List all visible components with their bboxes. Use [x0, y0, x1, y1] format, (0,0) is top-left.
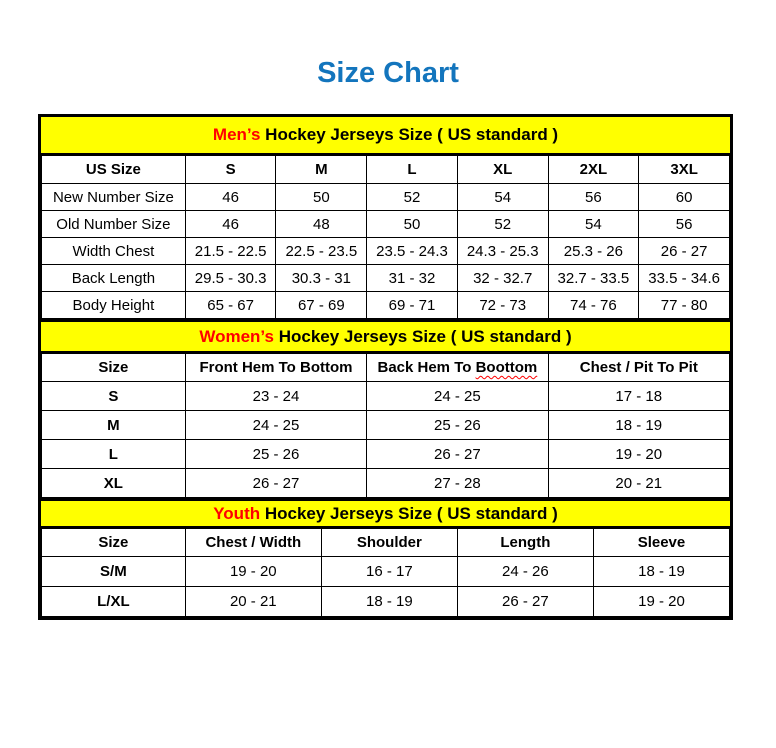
table-row — [42, 411, 730, 440]
table-row — [42, 440, 730, 469]
size-value-cell: 52 — [457, 211, 548, 238]
size-value-cell: 19 - 20 — [185, 557, 321, 587]
size-value-cell: 60 — [639, 184, 730, 211]
table-row — [42, 265, 730, 292]
size-value-cell: 26 - 27 — [639, 238, 730, 265]
column-header-text: Back Hem To — [377, 359, 476, 376]
column-header: L — [367, 156, 458, 184]
size-value-cell: 23 - 24 — [185, 382, 366, 411]
size-value-cell: 67 - 69 — [276, 292, 367, 319]
size-value-cell: 50 — [276, 184, 367, 211]
size-value-cell: 25.3 - 26 — [548, 238, 639, 265]
column-header: US Size — [42, 156, 186, 184]
size-value-cell: 52 — [367, 184, 458, 211]
row-label: Back Length — [42, 265, 186, 292]
size-value-cell: 56 — [639, 211, 730, 238]
column-header: Chest / Pit To Pit — [548, 354, 729, 382]
size-value-cell: 19 - 20 — [593, 587, 729, 617]
column-header: 2XL — [548, 156, 639, 184]
row-label: M — [42, 411, 186, 440]
header-row — [42, 156, 730, 184]
size-value-cell: 26 - 27 — [457, 587, 593, 617]
size-value-cell: 46 — [185, 184, 276, 211]
row-label: New Number Size — [42, 184, 186, 211]
row-label: S — [42, 382, 186, 411]
size-value-cell: 19 - 20 — [548, 440, 729, 469]
size-value-cell: 54 — [457, 184, 548, 211]
column-header — [367, 354, 548, 382]
size-value-cell: 17 - 18 — [548, 382, 729, 411]
page-title: Size Chart — [317, 57, 459, 89]
size-value-cell: 29.5 - 30.3 — [185, 265, 276, 292]
column-header: Chest / Width — [185, 529, 321, 557]
row-label: S/M — [42, 557, 186, 587]
size-value-cell: 65 - 67 — [185, 292, 276, 319]
row-label: Old Number Size — [42, 211, 186, 238]
table-row — [42, 292, 730, 319]
womens-title-text: Hockey Jerseys Size ( US standard ) — [273, 326, 572, 346]
mens-title-text: Hockey Jerseys Size ( US standard ) — [260, 125, 559, 144]
size-value-cell: 27 - 28 — [367, 469, 548, 498]
size-value-cell: 25 - 26 — [185, 440, 366, 469]
size-value-cell: 24 - 25 — [367, 382, 548, 411]
size-value-cell: 30.3 - 31 — [276, 265, 367, 292]
column-header: XL — [457, 156, 548, 184]
column-header: Sleeve — [593, 529, 729, 557]
size-value-cell: 46 — [185, 211, 276, 238]
misspelled-word: Boottom — [475, 359, 538, 376]
size-value-cell: 24 - 26 — [457, 557, 593, 587]
size-value-cell: 21.5 - 22.5 — [185, 238, 276, 265]
size-value-cell: 18 - 19 — [548, 411, 729, 440]
size-value-cell: 77 - 80 — [639, 292, 730, 319]
row-label: XL — [42, 469, 186, 498]
size-value-cell: 33.5 - 34.6 — [639, 265, 730, 292]
mens-table-title — [41, 117, 730, 155]
column-header: Front Hem To Bottom — [185, 354, 366, 382]
size-value-cell: 25 - 26 — [367, 411, 548, 440]
column-header: S — [185, 156, 276, 184]
size-value-cell: 24.3 - 25.3 — [457, 238, 548, 265]
womens-size-section — [41, 319, 730, 498]
table-row — [42, 382, 730, 411]
size-value-cell: 26 - 27 — [367, 440, 548, 469]
mens-size-section — [41, 117, 730, 319]
size-value-cell: 18 - 19 — [321, 587, 457, 617]
womens-size-table — [41, 353, 730, 498]
column-header: M — [276, 156, 367, 184]
table-row — [42, 469, 730, 498]
size-value-cell: 32 - 32.7 — [457, 265, 548, 292]
row-label: Width Chest — [42, 238, 186, 265]
size-value-cell: 22.5 - 23.5 — [276, 238, 367, 265]
column-header: 3XL — [639, 156, 730, 184]
size-chart-tables — [38, 114, 733, 620]
column-header: Shoulder — [321, 529, 457, 557]
size-value-cell: 20 - 21 — [548, 469, 729, 498]
youth-title-text: Hockey Jerseys Size ( US standard ) — [260, 503, 558, 523]
table-row — [42, 184, 730, 211]
table-row — [42, 238, 730, 265]
mens-title-accent: Men’s — [212, 125, 261, 144]
row-label: Body Height — [42, 292, 186, 319]
column-header: Size — [42, 529, 186, 557]
size-value-cell: 74 - 76 — [548, 292, 639, 319]
row-label: L/XL — [42, 587, 186, 617]
size-value-cell: 50 — [367, 211, 458, 238]
youth-title-accent: Youth — [213, 503, 261, 523]
table-row — [42, 211, 730, 238]
size-value-cell: 23.5 - 24.3 — [367, 238, 458, 265]
womens-title-accent: Women’s — [199, 326, 274, 346]
size-value-cell: 16 - 17 — [321, 557, 457, 587]
size-value-cell: 26 - 27 — [185, 469, 366, 498]
womens-table-title — [41, 319, 730, 353]
youth-size-table — [41, 528, 730, 617]
youth-size-section — [41, 498, 730, 617]
size-value-cell: 69 - 71 — [367, 292, 458, 319]
mens-size-table — [41, 155, 730, 319]
size-value-cell: 31 - 32 — [367, 265, 458, 292]
header-row — [42, 529, 730, 557]
size-value-cell: 48 — [276, 211, 367, 238]
youth-table-title — [41, 498, 730, 528]
size-value-cell: 20 - 21 — [185, 587, 321, 617]
header-row — [42, 354, 730, 382]
column-header: Length — [457, 529, 593, 557]
row-label: L — [42, 440, 186, 469]
size-value-cell: 54 — [548, 211, 639, 238]
size-value-cell: 56 — [548, 184, 639, 211]
size-value-cell: 32.7 - 33.5 — [548, 265, 639, 292]
column-header: Size — [42, 354, 186, 382]
size-value-cell: 24 - 25 — [185, 411, 366, 440]
size-value-cell: 18 - 19 — [593, 557, 729, 587]
table-row — [42, 587, 730, 617]
size-value-cell: 72 - 73 — [457, 292, 548, 319]
table-row — [42, 557, 730, 587]
